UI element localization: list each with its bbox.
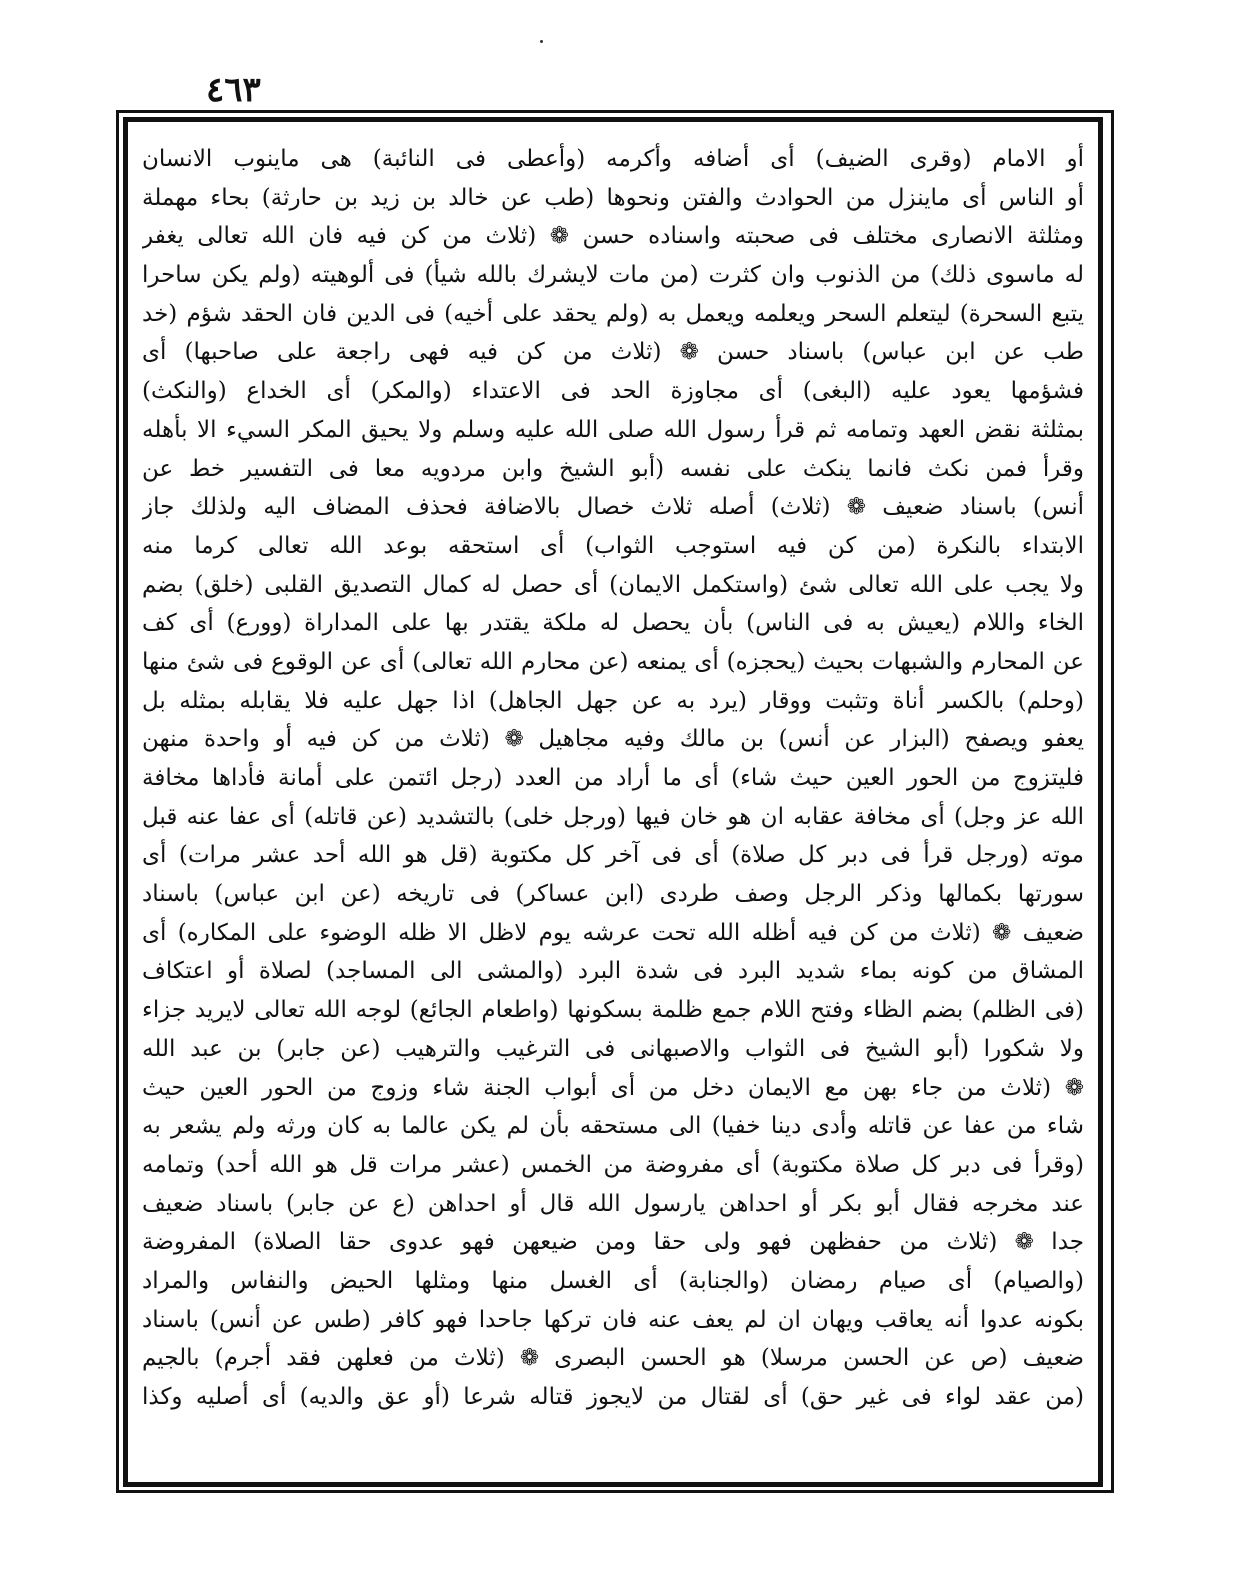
text-line: أو الناس أى ماينزل من الحوادث والفتن ونحوها (طب عن خالد بن زيد بن حارثة) بحاء مهملة — [142, 184, 1084, 211]
text-line: (من عقد لواء فى غير حق) أى لقتال من لايجوز قتاله شرعا (أو عق والديه) أى أصليه وكذا — [142, 1384, 1084, 1410]
text-line: موته (ورجل قرأ فى دبر كل صلاة) أى فى آخر كل مكتوبة (قل هو الله أحد عشر مرات) أى — [142, 842, 1084, 869]
scan-speck — [540, 40, 543, 43]
text-line: عن المحارم والشبهات بحيث (يحجزه) أى يمنعه (عن محارم الله تعالى) أى عن الوقوع فى شئ منها — [142, 648, 1084, 675]
text-line: شاء من عفا عن قاتله وأدى دينا خفيا) الى مستحقه بأن لم يكن عالما به كان ورثه ولم يشعر به — [142, 1113, 1084, 1140]
text-line: ضعيف ❁ (ثلاث من كن فيه أظله الله تحت عرشه يوم لاظل الا ظله الوضوء على المكاره) أى — [142, 919, 1084, 946]
text-line: فليتزوج من الحور العين حيث شاء) أى ما أراد من العدد (رجل ائتمن على أمانة فأداها مخافة — [142, 765, 1084, 791]
text-line: يتبع السحرة) ليتعلم السحر ويعلمه ويعمل به (ولم يحقد على أخيه) فى الدين فان الحقد شؤم (خد — [142, 300, 1084, 327]
text-line: ولا شكورا (أبو الشيخ فى الثواب والاصبهانى فى الترغيب والترهيب (عن جابر) بن عبد الله — [142, 1035, 1084, 1062]
text-line: ضعيف (ص عن الحسن مرسلا) هو الحسن البصرى ❁ (ثلاث من فعلهن فقد أجرم) بالجيم — [142, 1345, 1084, 1372]
text-line: المشاق من كونه بماء شديد البرد فى شدة البرد (والمشى الى المساجد) لصلاة أو اعتكاف — [142, 958, 1084, 985]
text-line: ولا يجب على الله تعالى شئ (واستكمل الايمان) أى حصل له كمال التصديق القلبى (خلق) بضم — [142, 571, 1084, 598]
text-line: ❁ (ثلاث من جاء بهن مع الايمان دخل من أى أبواب الجنة شاء وزوج من الحور العين حيث — [142, 1074, 1084, 1101]
page-number: ٤٦٣ — [206, 70, 261, 110]
page-frame-inner — [123, 117, 1103, 1487]
text-line: الله عز وجل) أى مخافة عقابه ان هو خان فيها (ورجل خلى) بالتشديد (عن قاتله) أى عفا عنه قبل — [142, 803, 1084, 830]
text-line: سورتها بكمالها وذكر الرجل وصف طردى (ابن عساكر) فى تاريخه (عن ابن عباس) باسناد — [142, 881, 1084, 908]
text-line: طب عن ابن عباس) باسناد حسن ❁ (ثلاث من كن فيه فهى راجعة على صاحبها) أى — [142, 339, 1084, 366]
text-line: له ماسوى ذلك) من الذنوب وان كثرت (من مات لايشرك بالله شيأ) فى ألوهيته (ولم يكن ساحرا — [142, 262, 1084, 289]
text-line: وقرأ فمن نكث فانما ينكث على نفسه (أبو الشيخ وابن مردويه معا فى التفسير خط عن — [142, 455, 1084, 482]
text-line: (وحلم) بالكسر أناة وتثبت ووقار (يرد به عن جهل الجاهل) اذا جهل عليه فلا يقابله بمثله بل — [142, 687, 1084, 714]
text-line: يعفو ويصفح (البزار عن أنس) بن مالك وفيه مجاهيل ❁ (ثلاث من كن فيه أو واحدة منهن — [142, 726, 1084, 753]
text-line: (فى الظلم) بضم الظاء وفتح اللام جمع ظلمة بسكونها (واطعام الجائع) لوجه الله تعالى لايريد جزاء — [142, 997, 1084, 1024]
text-line: الخاء واللام (يعيش به فى الناس) بأن يحصل له ملكة يقتدر بها على المداراة (وورع) أى كف — [142, 610, 1084, 637]
text-line: بكونه عدوا أنه يعاقب ويهان ان لم يعف عنه فان تركها جاحدا فهو كافر (طس عن أنس) باسناد — [142, 1306, 1084, 1333]
text-line: ومثلثة الانصارى مختلف فى صحبته واسناده حسن ❁ (ثلاث من كن فيه فان الله تعالى يغفر — [142, 223, 1084, 250]
text-line: فشؤمها يعود عليه (البغى) أى مجاوزة الحد فى الاعتداء (والمكر) أى الخداع (والنكث) — [142, 378, 1084, 405]
text-line: جدا ❁ (ثلاث من حفظهن فهو ولى حقا ومن ضيعهن فهو عدوى حقا الصلاة) المفروضة — [142, 1229, 1084, 1256]
text-line: الابتداء بالنكرة (من كن فيه استوجب الثواب) أى استحقه بوعد الله تعالى كرما منه — [142, 532, 1084, 559]
text-line: عند مخرجه فقال أبو بكر أو احداهن يارسول الله قال أو احداهن (ع عن جابر) باسناد ضعيف — [142, 1190, 1084, 1217]
text-line: (وقرأ فى دبر كل صلاة مكتوبة) أى مفروضة من الخمس (عشر مرات قل هو الله أحد) وتمامه — [142, 1151, 1084, 1178]
text-body — [142, 140, 1084, 1472]
text-line: بمثلثة نقض العهد وتمامه ثم قرأ رسول الله صلى الله عليه وسلم ولا يحيق المكر السيء الا بأهله — [142, 416, 1084, 443]
text-line: (والصيام) أى صيام رمضان (والجنابة) أى الغسل منها ومثلها الحيض والنفاس والمراد — [142, 1267, 1084, 1294]
text-line: أنس) باسناد ضعيف ❁ (ثلاث) أصله ثلاث خصال بالاضافة فحذف المضاف اليه ولذلك جاز — [142, 494, 1084, 521]
text-line: أو الامام (وقرى الضيف) أى أضافه وأكرمه (وأعطى فى النائبة) هى ماينوب الانسان — [142, 146, 1084, 172]
